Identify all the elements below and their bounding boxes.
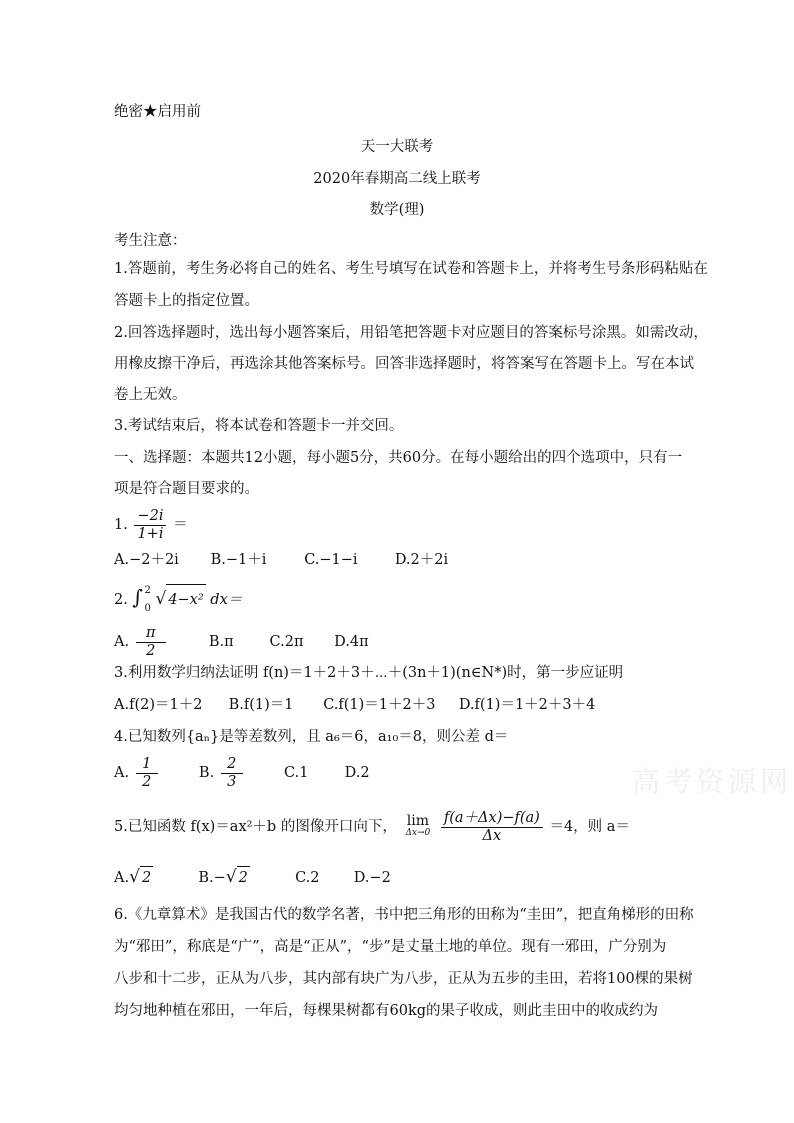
question-3-option-b: B.f(1)＝1 xyxy=(228,697,294,713)
notice-item-2-line-1: 2.回答选择题时，选出每小题答案后，用铅笔把答题卡对应题目的答案标号涂黑。如需改动， xyxy=(114,325,708,341)
question-2-radicand: 4−x² xyxy=(166,584,205,615)
question-5 xyxy=(114,806,630,848)
question-3-options xyxy=(114,694,595,716)
question-5-numerator: f(a＋Δx)−f(a) xyxy=(441,810,543,828)
question-5-option-a-radicand: 2 xyxy=(140,866,153,889)
question-2-option-a-numerator: π xyxy=(136,625,166,643)
question-2-lower-limit: 0 xyxy=(144,603,151,614)
question-6-line-4: 均匀地种植在邪田，一年后，每棵果树都有60kg的果子收成，则此圭田中的收成约为 xyxy=(114,1003,659,1019)
question-4-stem: 4.已知数列{aₙ}是等差数列，且 a₆＝6，a₁₀＝8，则公差 d＝ xyxy=(114,729,509,745)
notice-item-3: 3.考试结束后，将本试卷和答题卡一并交回。 xyxy=(114,418,404,434)
question-4-option-b-denominator: 3 xyxy=(227,773,237,790)
question-5-limit xyxy=(405,815,430,839)
notice-item-1-line-2: 答题卡上的指定位置。 xyxy=(114,293,259,309)
question-1-denominator: 1+i xyxy=(137,525,164,542)
question-2-upper-limit: 2 xyxy=(144,585,151,596)
question-1-equals: ＝ xyxy=(173,517,188,533)
question-4-options xyxy=(114,753,370,793)
watermark: 高考资源网 xyxy=(632,765,793,798)
question-5-denominator: Δx xyxy=(482,827,502,844)
question-5-limit-label: lim xyxy=(406,813,429,829)
question-5-option-b-label: B.− xyxy=(198,870,226,886)
question-2-options xyxy=(114,622,369,662)
question-2-option-d: D.4π xyxy=(334,634,369,650)
question-1-option-d: D.2＋2i xyxy=(394,552,449,568)
question-2-dx: dx＝ xyxy=(210,592,243,608)
question-1-option-a: A.−2＋2i xyxy=(114,552,179,568)
question-3-option-d: D.f(1)＝1＋2＋3＋4 xyxy=(458,697,596,713)
question-4-option-a-fraction xyxy=(136,756,158,791)
question-2-option-a-fraction xyxy=(136,625,166,660)
question-5-option-a-label: A. xyxy=(114,870,130,886)
question-1-fraction xyxy=(134,508,166,543)
notice-item-2-line-2: 用橡皮擦干净后，再选涂其他答案标号。回答非选择题时，将答案写在答题卡上。写在本试 xyxy=(114,356,694,372)
section-1-line-2: 项是符合题目要求的。 xyxy=(114,481,259,497)
question-4-option-c: C.1 xyxy=(284,765,309,781)
question-5-tail: ＝4，则 a＝ xyxy=(549,819,630,835)
question-1-number: 1. xyxy=(114,517,128,533)
radical-icon: √ xyxy=(129,867,140,887)
notice-item-2-line-3: 卷上无效。 xyxy=(114,387,187,403)
question-4-option-a-numerator: 1 xyxy=(136,756,158,774)
section-1-line-1: 一、选择题：本题共12小题，每小题5分，共60分。在每小题给出的四个选项中，只有一 xyxy=(114,450,683,466)
radical-icon: √ xyxy=(225,867,237,887)
exam-org: 天一大联考 xyxy=(360,139,434,155)
exam-subject: 数学(理) xyxy=(369,202,425,218)
question-5-stem: 5.已知函数 f(x)＝ax²＋b 的图像开口向下， xyxy=(114,819,397,835)
question-2 xyxy=(114,582,242,615)
question-6-line-2: 为“邪田”，称底是“广”，高是“正从”，“步”是丈量土地的单位。现有一邪田，广分别为 xyxy=(114,939,667,955)
question-3-option-a: A.f(2)＝1＋2 xyxy=(114,697,203,713)
question-6-line-1: 6.《九章算术》是我国古代的数学名著，书中把三角形的田称为“圭田”，把直角梯形的田称 xyxy=(114,907,694,923)
notice-item-1-line-1: 1.答题前，考生务必将自己的姓名、考生号填写在试卷和答题卡上，并将考生号条形码粘贴在 xyxy=(114,261,708,277)
question-2-option-c: C.2π xyxy=(269,634,304,650)
question-4-option-a-label: A. xyxy=(114,765,130,781)
question-4-option-a-denominator: 2 xyxy=(142,773,152,790)
question-3-option-c: C.f(1)＝1＋2＋3 xyxy=(323,697,436,713)
question-5-options xyxy=(114,866,391,889)
question-5-fraction xyxy=(441,810,543,845)
question-1-numerator: −2i xyxy=(134,508,166,526)
exam-title: 2020年春期高二线上联考 xyxy=(313,171,481,187)
question-2-limits xyxy=(144,585,150,615)
question-4-option-b-fraction xyxy=(221,756,243,791)
question-5-limit-subscript: Δx→0 xyxy=(405,828,431,838)
question-4-option-d: D.2 xyxy=(344,765,370,781)
question-2-option-a-denominator: 2 xyxy=(146,642,156,659)
question-1-option-c: C.−1−i xyxy=(304,552,358,568)
secret-label: 绝密★启用前 xyxy=(114,104,201,120)
question-6-line-3: 八步和十二步，正从为八步，其内部有块广为八步，正从为五步的圭田，若将100棵的果树 xyxy=(114,971,693,987)
question-1-options xyxy=(114,549,448,571)
notice-title: 考生注意： xyxy=(114,233,187,249)
question-1-option-b: B.−1＋i xyxy=(210,552,267,568)
question-5-option-c: C.2 xyxy=(295,870,320,886)
question-4-option-b-numerator: 2 xyxy=(221,756,243,774)
question-5-option-d: D.−2 xyxy=(353,870,391,886)
question-2-option-b: B.π xyxy=(208,634,234,650)
question-4-option-b-label: B. xyxy=(198,765,215,781)
radical-icon: √ xyxy=(155,589,167,609)
question-3-stem: 3.利用数学归纳法证明 f(n)＝1＋2＋3＋⋯＋(3n＋1)(n∈N*)时，第一步应证明 xyxy=(114,665,624,681)
question-2-option-a-label: A. xyxy=(114,634,130,650)
integral-icon: ∫ xyxy=(132,585,143,609)
question-2-number: 2. xyxy=(114,592,128,608)
question-1 xyxy=(114,505,188,545)
question-5-option-b-radicand: 2 xyxy=(237,866,250,889)
